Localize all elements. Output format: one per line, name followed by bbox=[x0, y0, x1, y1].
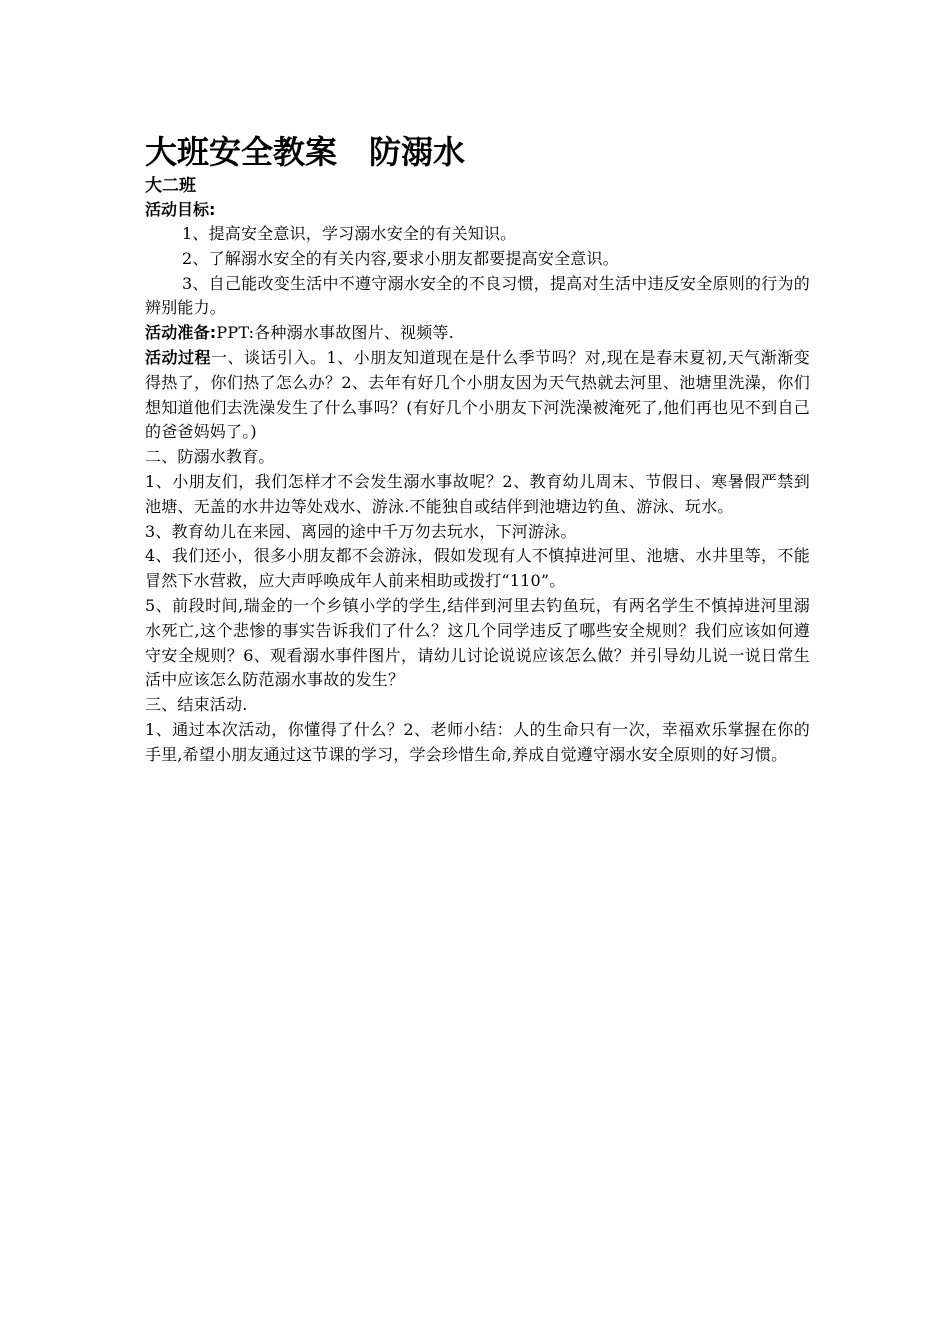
process-paragraph bbox=[145, 346, 810, 445]
document-page bbox=[145, 132, 810, 768]
section2-item: 5、前段时间,瑞金的一个乡镇小学的学生,结伴到河里去钓鱼玩，有两名学生不慎掉进河里溺水死亡,这个悲惨的事实告诉我们了什么？这几个同学违反了哪些安全规则？我们应该如何遵守安全规则？6、观看溺水事件图片，请幼儿讨论说说应该怎么做？并引导幼儿说一说日常生活中应该怎么防范溺水事故的发生？ bbox=[145, 595, 810, 690]
prep-text: PPT:各种溺水事故图片、视频等. bbox=[216, 323, 454, 343]
process-label: 活动过程 bbox=[145, 347, 211, 367]
goal-item: 1、提高安全意识，学习溺水安全的有关知识。 bbox=[182, 224, 517, 243]
class-name: 大二班 bbox=[145, 176, 196, 196]
goal-item: 2、了解溺水安全的有关内容,要求小朋友都要提高安全意识。 bbox=[182, 248, 619, 268]
process-intro: 一、谈话引入。1、小朋友知道现在是什么季节吗？对,现在是春末夏初,天气渐渐变得热了，你们热了怎么办？2、去年有好几个小朋友因为天气热就去河里、池塘里洗澡，你们想知道他们去洗澡发生了什么事吗？(有好几个小朋友下河洗澡被淹死了,他们再也见不到自己的爸爸妈妈了。) bbox=[145, 347, 810, 442]
section2-item: 4、我们还小，很多小朋友都不会游泳，假如发现有人不慎掉进河里、池塘、水井里等，不能冒然下水营救，应大声呼唤成年人前来相助或拨打“110”。 bbox=[145, 546, 810, 591]
section3-item: 1、通过本次活动，你懂得了什么？2、老师小结：人的生命只有一次，幸福欢乐掌握在你的手里,希望小朋友通过这节课的学习，学会珍惜生命,养成自觉遵守溺水安全原则的好习惯。 bbox=[145, 719, 810, 764]
prep-paragraph bbox=[145, 321, 810, 346]
section2-item: 3、教育幼儿在来园、离园的途中千万勿去玩水，下河游泳。 bbox=[145, 521, 577, 541]
prep-label: 活动准备: bbox=[145, 323, 217, 343]
document-title: 大班安全教案 防溺水 bbox=[145, 133, 466, 171]
goal-item: 3、自己能改变生活中不遵守溺水安全的不良习惯，提高对生活中违反安全原则的行为的辨别能力。 bbox=[145, 273, 810, 318]
section2-item: 1、小朋友们，我们怎样才不会发生溺水事故呢？2、教育幼儿周末、节假日、寒暑假严禁到池塘、无盖的水井边等处戏水、游泳.不能独自或结伴到池塘边钓鱼、游泳、玩水。 bbox=[145, 471, 810, 516]
section2-title: 二、防溺水教育。 bbox=[145, 447, 275, 467]
goals-label: 活动目标: bbox=[145, 200, 216, 219]
section3-title: 三、结束活动. bbox=[145, 695, 248, 715]
